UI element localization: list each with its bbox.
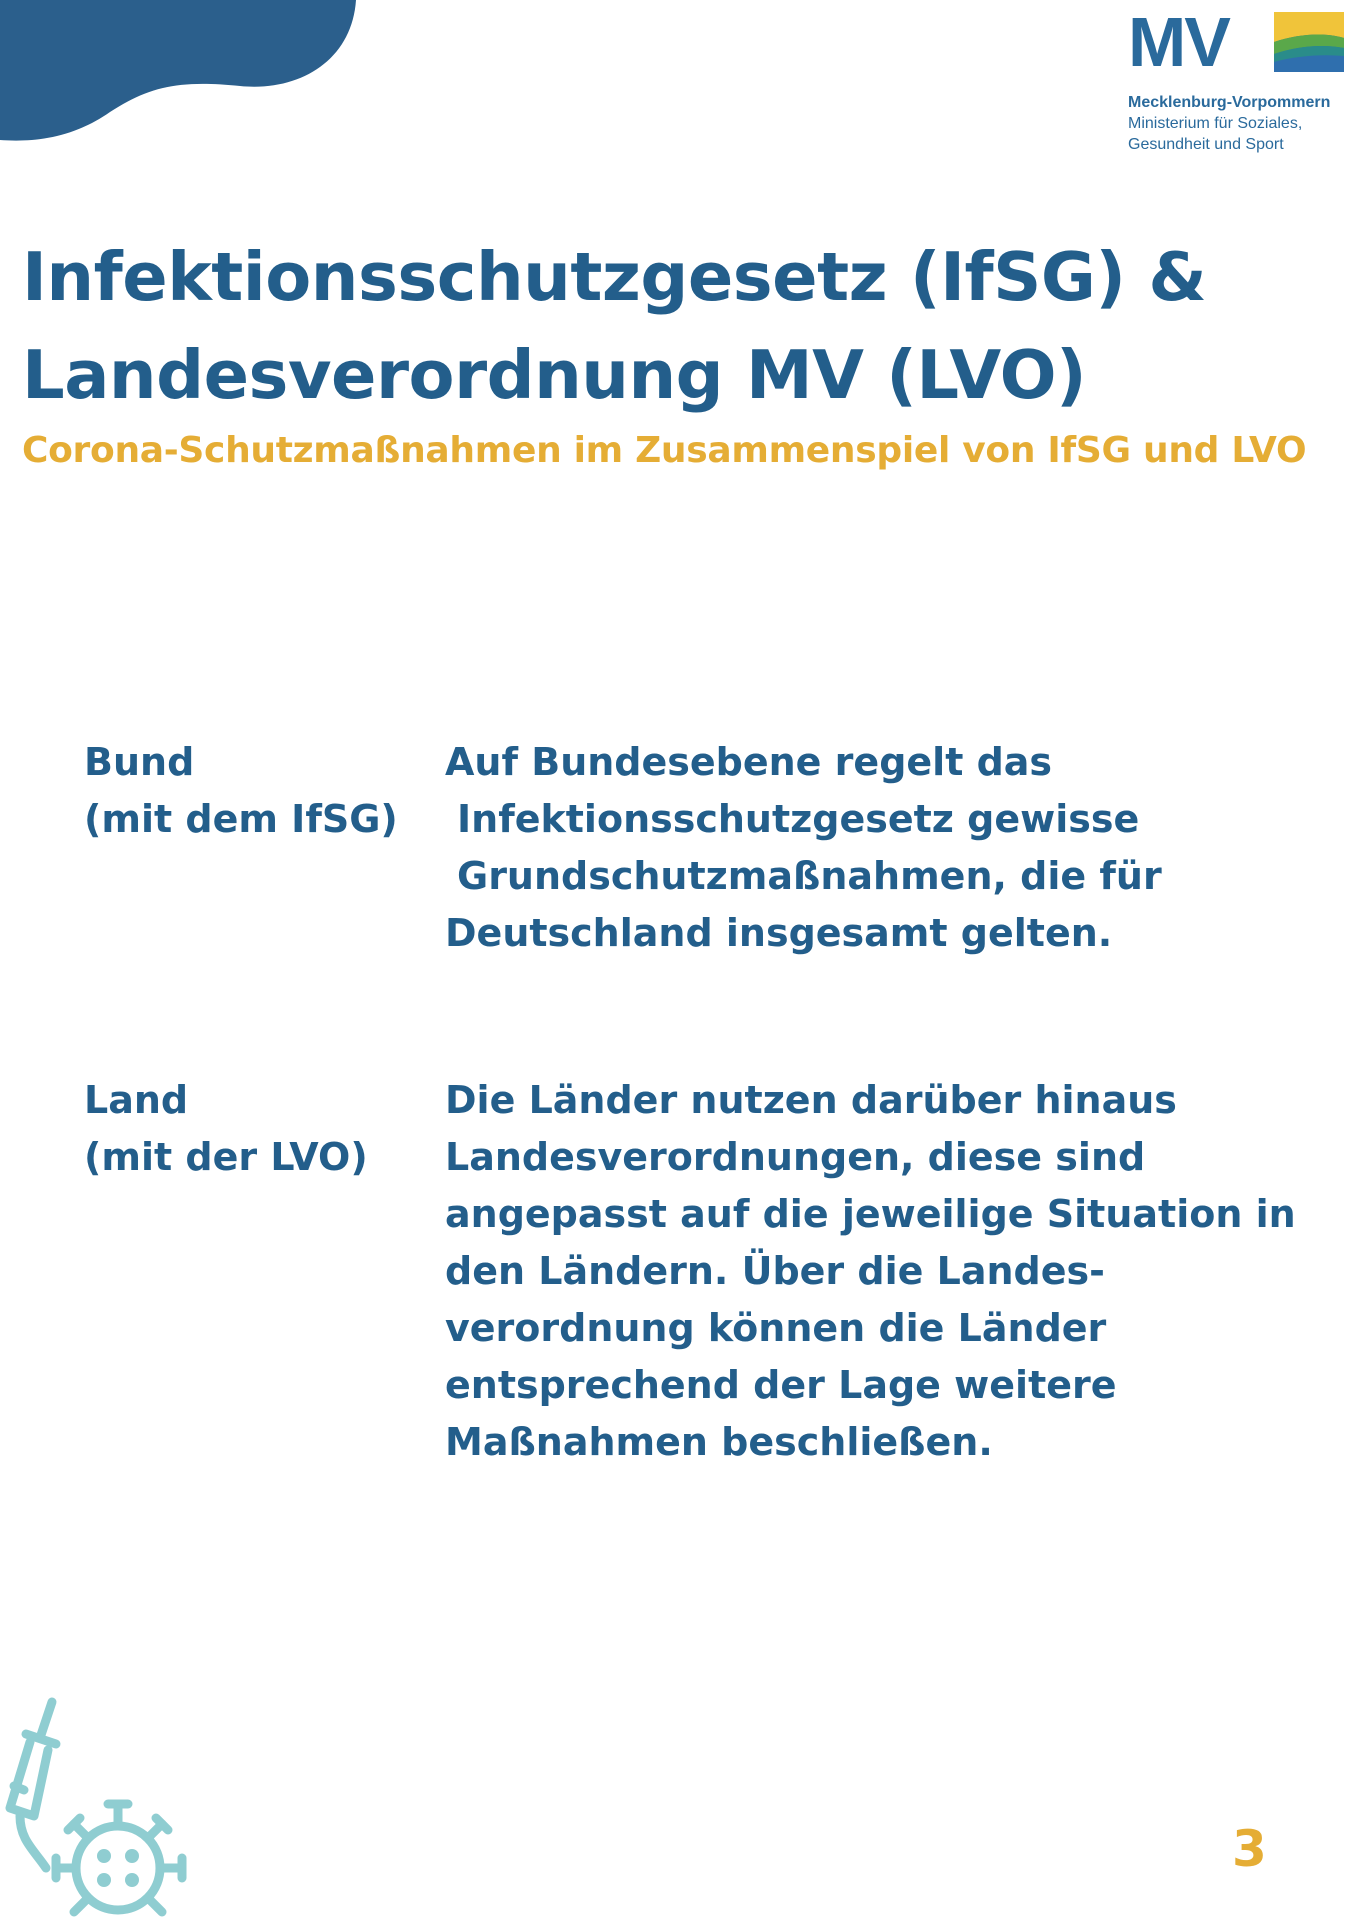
section-land-label-line-1: Land <box>84 1078 189 1122</box>
logo-ministry-line1: Ministerium für Soziales, <box>1128 115 1303 132</box>
virus-icon <box>56 1804 182 1912</box>
section-land-text-line: den Ländern. Über die Landes- <box>445 1249 1105 1293</box>
section-bund-label-line-1: Bund <box>84 740 195 784</box>
virus-dots <box>97 1849 139 1887</box>
page-title-line-2: Landesverordnung MV (LVO) <box>22 336 1087 414</box>
section-land-text-line: Maßnahmen beschließen. <box>445 1420 993 1464</box>
section-bund-text-line: Grundschutzmaßnahmen, die für <box>457 854 1162 898</box>
syringe-icon <box>10 1702 56 1868</box>
section-land-text-line: verordnung können die Länder <box>445 1306 1107 1350</box>
section-bund-label-line-2: (mit dem IfSG) <box>84 797 398 841</box>
section-bund-text <box>445 734 1162 962</box>
corner-blob-decoration <box>0 0 360 150</box>
logo-ministry-line2: Gesundheit und Sport <box>1128 136 1284 153</box>
syringe-virus-decoration <box>0 1690 220 1920</box>
page-title-line-1: Infektionsschutzgesetz (IfSG) & <box>22 238 1207 316</box>
logo-caption <box>1128 92 1350 155</box>
logo-letters: MV <box>1128 3 1229 81</box>
logo-state-name: Mecklenburg-Vorpommern <box>1128 94 1331 111</box>
section-bund-text-line: Infektionsschutzgesetz gewisse <box>457 797 1140 841</box>
section-land-text-line: Die Länder nutzen darüber hinaus <box>445 1078 1177 1122</box>
section-land-text <box>445 1072 1296 1471</box>
section-land-text-line: entsprechend der Lage weitere <box>445 1363 1117 1407</box>
section-land-text-line: angepasst auf die jeweilige Situation in <box>445 1192 1296 1236</box>
ministry-logo <box>1128 3 1350 155</box>
section-bund-text-line: Deutschland insgesamt gelten. <box>445 911 1113 955</box>
section-bund-text-line: Auf Bundesebene regelt das <box>445 740 1053 784</box>
logo-mark <box>1128 3 1350 81</box>
page-title <box>22 228 1206 424</box>
logo-flag-icon <box>1274 12 1344 72</box>
section-bund-label <box>84 734 398 848</box>
section-land-text-line: Landesverordnungen, diese sind <box>445 1135 1146 1179</box>
section-land-label-line-2: (mit der LVO) <box>84 1135 368 1179</box>
section-land-label <box>84 1072 368 1186</box>
page-subtitle: Corona-Schutzmaßnahmen im Zusammenspiel von IfSG und LVO <box>22 430 1307 471</box>
page-number: 3 <box>1232 1820 1267 1878</box>
